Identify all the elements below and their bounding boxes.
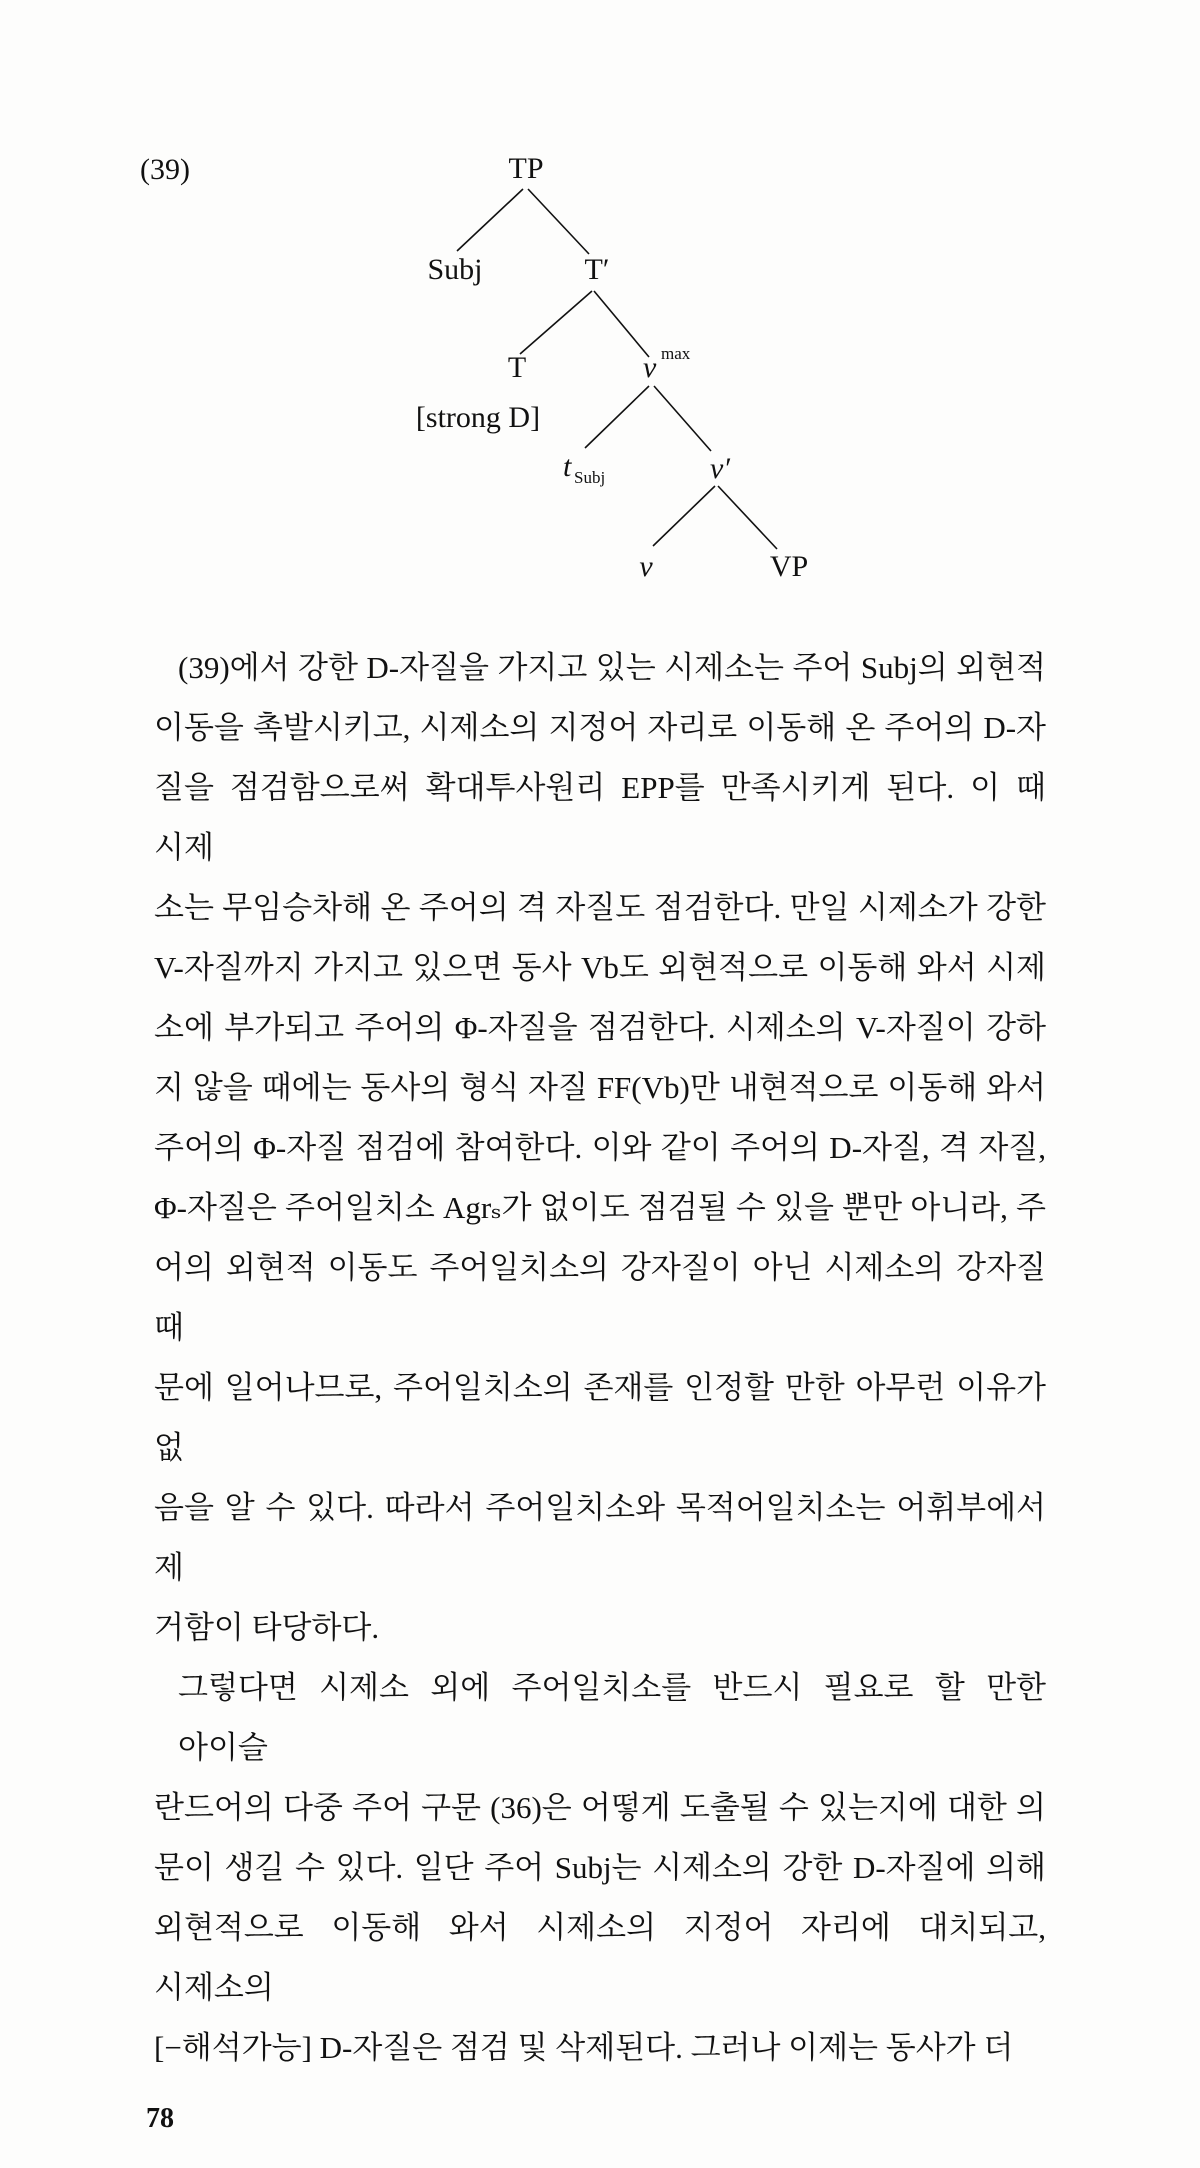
paragraph-1-line: 거함이 타당하다. (154, 1610, 380, 1645)
paragraph-1-line: 지 않을 때에는 동사의 형식 자질 FF(Vb)만 내현적으로 이동해 와서 (154, 1070, 1046, 1105)
branch-tbar-t (520, 291, 592, 354)
paragraph-2-line: [−해석가능] D-자질은 점검 및 삭제된다. 그러나 이제는 동사가 더 (154, 2030, 1014, 2065)
paragraph-1-line: 질을 점검함으로써 확대투사원리 EPP를 만족시키게 된다. 이 때 시제 (154, 770, 1046, 865)
paragraph-2-line: 그렇다면 시제소 외에 주어일치소를 반드시 필요로 할 만한 아이슬 (178, 1670, 1046, 1765)
tree-node-vbar: v′ (710, 452, 730, 485)
tree-node-trace-base: t (563, 450, 572, 483)
paragraph-1-line: 음을 알 수 있다. 따라서 주어일치소와 목적어일치소는 어휘부에서 제 (154, 1490, 1046, 1585)
branch-vmax-vbar (654, 386, 711, 451)
branch-tp-tbar (528, 189, 589, 254)
paragraph-1-line: 문에 일어나므로, 주어일치소의 존재를 인정할 만한 아무런 이유가 없 (154, 1370, 1046, 1465)
tree-node-vp: VP (769, 550, 809, 583)
tree-node-vmax-superscript: max (661, 344, 691, 363)
paragraph-1-line: V-자질까지 가지고 있으면 동사 Vb도 외현적으로 이동해 와서 시제 (154, 950, 1046, 985)
tree-node-trace-subscript: Subj (574, 468, 606, 487)
tree-node-t-feature: [strong D] (415, 401, 541, 434)
example-number: (39) (140, 153, 190, 186)
body-text (154, 638, 1046, 2078)
tree-node-tbar: T′ (584, 253, 610, 286)
paragraph-1-line: 소는 무임승차해 온 주어의 격 자질도 점검한다. 만일 시제소가 강한 (154, 890, 1046, 925)
branch-vmax-trace (585, 386, 649, 448)
paragraph-1-line: 소에 부가되고 주어의 Φ-자질을 점검한다. 시제소의 V-자질이 강하 (154, 1010, 1046, 1045)
branch-vbar-vp (718, 486, 777, 549)
paragraph-1-line: 이동을 촉발시키고, 시제소의 지정어 자리로 이동해 온 주어의 D-자 (154, 710, 1046, 745)
syntax-tree-branches (0, 0, 1200, 620)
tree-node-subj: Subj (427, 253, 483, 286)
paragraph-2-line: 란드어의 다중 주어 구문 (36)은 어떻게 도출될 수 있는지에 대한 의 (154, 1790, 1046, 1825)
paragraph-1-line: 어의 외현적 이동도 주어일치소의 강자질이 아닌 시제소의 강자질 때 (154, 1250, 1046, 1345)
branch-vbar-v (653, 486, 715, 546)
paragraph-2-line: 외현적으로 이동해 와서 시제소의 지정어 자리에 대치되고, 시제소의 (154, 1910, 1046, 2005)
branch-tp-subj (457, 189, 523, 251)
tree-node-vmax-base: v (643, 351, 657, 384)
paragraph-1-line: (39)에서 강한 D-자질을 가지고 있는 시제소는 주어 Subj의 외현적 (178, 650, 1046, 685)
paragraph-1-line: Φ-자질은 주어일치소 Agrₛ가 없이도 점검될 수 있을 뿐만 아니라, 주 (154, 1190, 1046, 1225)
tree-node-tp: TP (508, 152, 544, 185)
paragraph-1-line: 주어의 Φ-자질 점검에 참여한다. 이와 같이 주어의 D-자질, 격 자질, (154, 1130, 1046, 1165)
page-number: 78 (146, 2103, 174, 2134)
tree-node-v: v (639, 550, 653, 583)
tree-node-t: T (507, 351, 527, 384)
paragraph-2-line: 문이 생길 수 있다. 일단 주어 Subj는 시제소의 강한 D-자질에 의해 (154, 1850, 1046, 1885)
branch-tbar-vmax (594, 291, 649, 357)
